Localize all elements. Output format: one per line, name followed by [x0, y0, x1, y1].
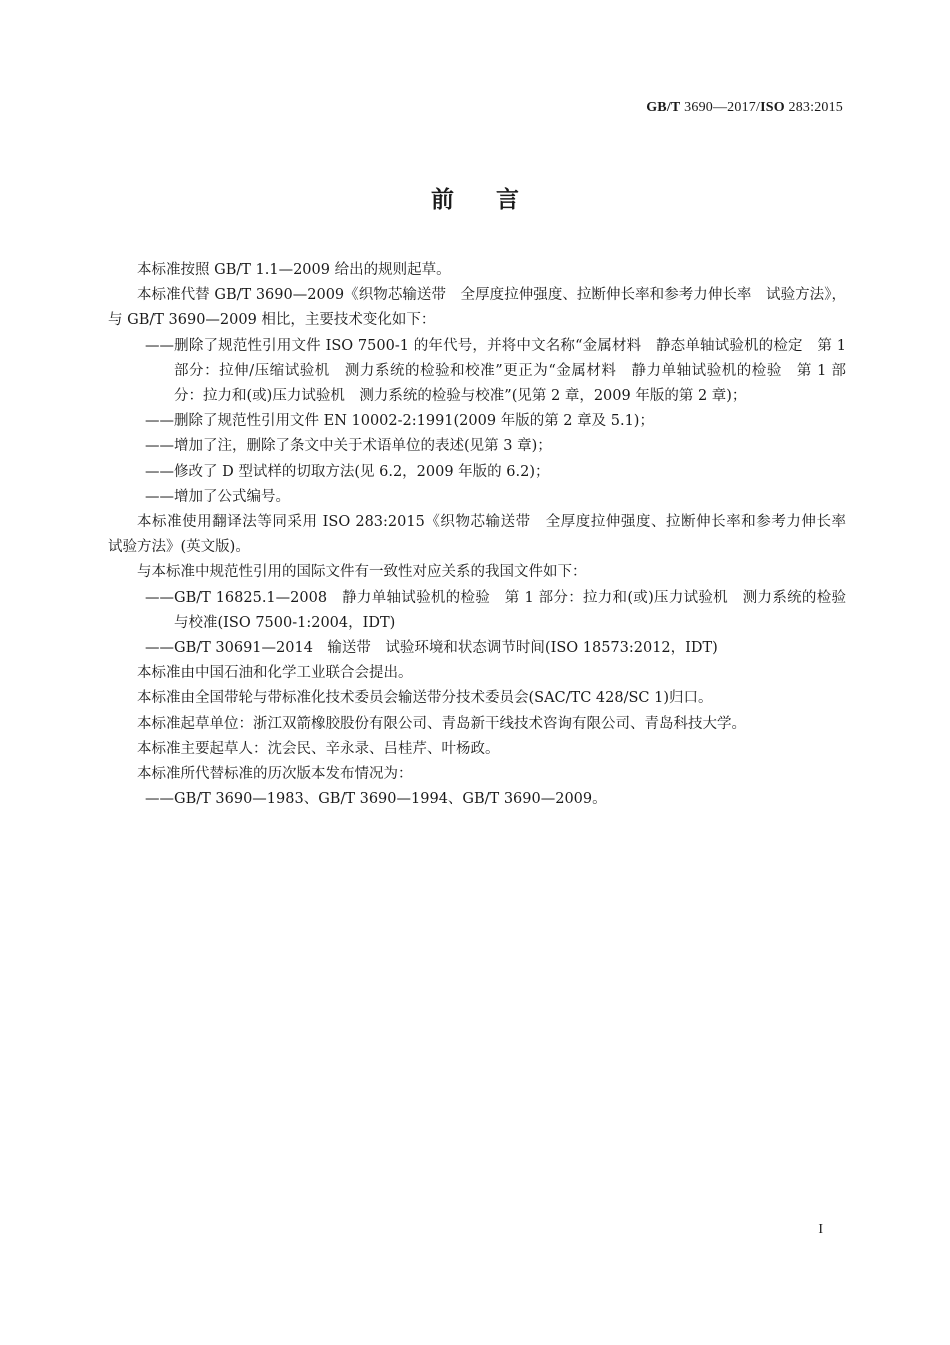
paragraph: 与本标准中规范性引用的国际文件有一致性对应关系的我国文件如下： — [137, 564, 587, 581]
paragraph: 本标准所代替标准的历次版本发布情况为： — [137, 766, 413, 783]
list-item: ——删除了规范性引用文件 ISO 7500-1 的年代号，并将中文名称“金属材料 静态单轴试验机的检定 第 1 部分：拉伸/压缩试验机 测力系统的检验和校准”更正为“金属材料 静力单轴试验机的检验 第 1 部分：拉力和(或)压力试验机 测力系统的检验与校准”(见第 2 章，2009 年版的第 2 章)； — [145, 337, 846, 405]
page-number: I — [818, 1222, 823, 1237]
paragraph: 本标准主要起草人：沈会民、辛永录、吕桂芹、叶杨政。 — [137, 740, 500, 757]
list-item: ——修改了 D 型试样的切取方法(见 6.2，2009 年版的 6.2)； — [145, 463, 550, 480]
standard-code-header — [646, 100, 843, 116]
paragraph: 本标准起草单位：浙江双箭橡胶股份有限公司、青岛新干线技术咨询有限公司、青岛科技大学。 — [137, 715, 746, 732]
code-number: 3690—2017/ — [684, 100, 761, 115]
list-item: ——增加了公式编号。 — [145, 488, 290, 505]
code-prefix: GB/T — [646, 100, 681, 115]
list-item: ——GB/T 3690—1983、GB/T 3690—1994、GB/T 3690—2009。 — [145, 791, 607, 808]
paragraph: 本标准按照 GB/T 1.1—2009 给出的规则起草。 — [137, 262, 451, 278]
list-item: ——删除了规范性引用文件 EN 10002-2:1991(2009 年版的第 2 章及 5.1)； — [145, 413, 654, 430]
page-title: 前言 — [431, 187, 561, 213]
paragraph: 本标准由全国带轮与带标准化技术委员会输送带分技术委员会(SAC/TC 428/SC 1)归口。 — [137, 690, 713, 707]
code-iso-number: 283:2015 — [788, 100, 843, 115]
paragraph: 本标准由中国石油和化学工业联合会提出。 — [137, 665, 413, 682]
paragraph: 本标准代替 GB/T 3690—2009《织物芯输送带 全厚度拉伸强度、拉断伸长率和参考力伸长率 试验方法》，与 GB/T 3690—2009 相比，主要技术变化如下： — [108, 287, 846, 329]
list-item: ——GB/T 16825.1—2008 静力单轴试验机的检验 第 1 部分：拉力和(或)压力试验机 测力系统的检验与校准(ISO 7500-1:2004，IDT) — [145, 589, 846, 631]
paragraph: 本标准使用翻译法等同采用 ISO 283:2015《织物芯输送带 全厚度拉伸强度、拉断伸长率和参考力伸长率 试验方法》(英文版)。 — [108, 514, 861, 556]
list-item: ——增加了注，删除了条文中关于术语单位的表述(见第 3 章)； — [145, 438, 552, 455]
foreword-body — [108, 258, 861, 812]
code-iso: ISO — [760, 100, 785, 115]
list-item: ——GB/T 30691—2014 输送带 试验环境和状态调节时间(ISO 18573:2012，IDT) — [145, 640, 718, 657]
